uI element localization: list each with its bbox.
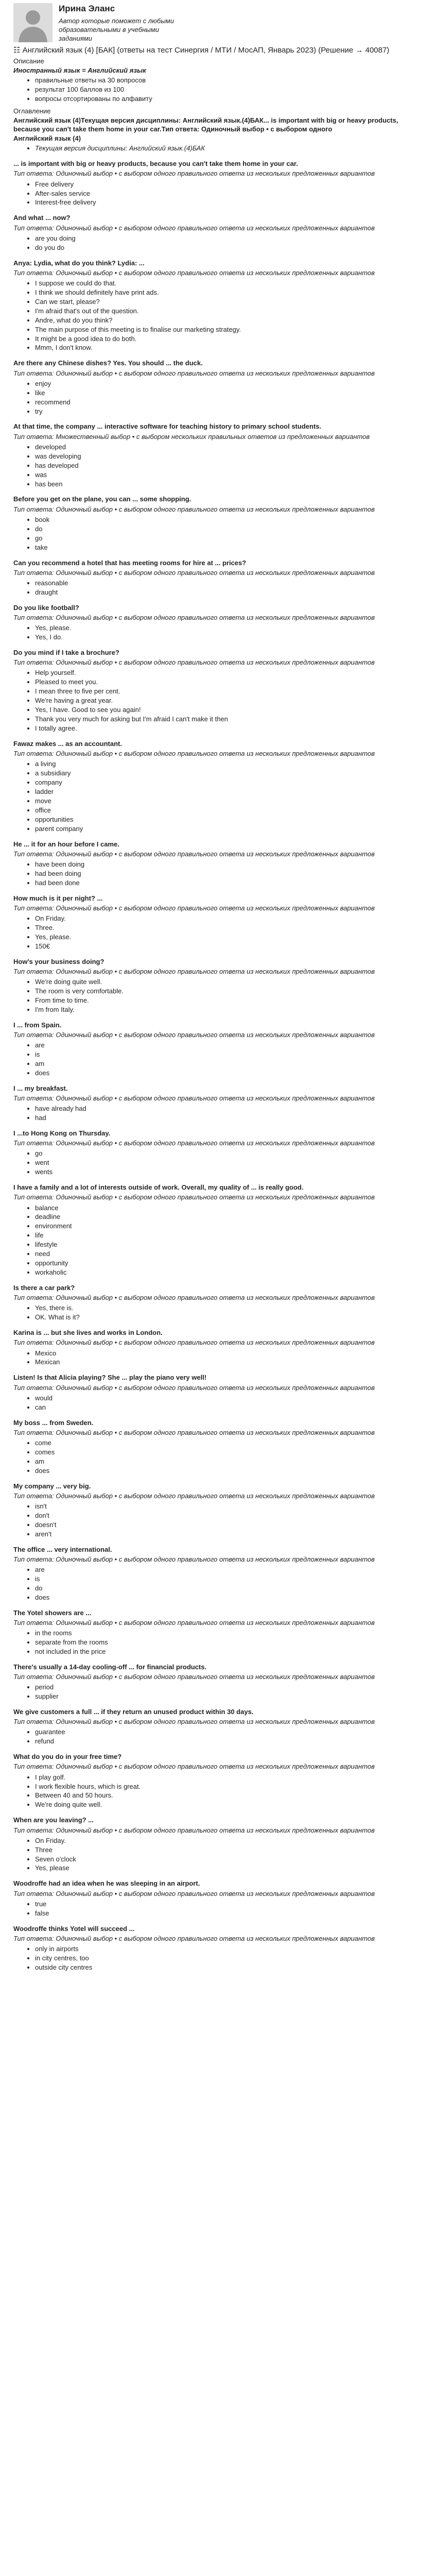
question-answer-type: Тип ответа: Одиночный выбор • с выбором одного правильного ответа из нескольких предложенных вариантов xyxy=(13,1139,375,1147)
question-option: • Yes, please. xyxy=(35,933,423,942)
question-option: • Yes, I do. xyxy=(35,633,423,642)
question-answer-type: Тип ответа: Одиночный выбор • с выбором одного правильного ответа из нескольких предложенных вариантов xyxy=(13,1718,375,1726)
question-options xyxy=(13,860,423,888)
question xyxy=(13,1283,423,1322)
question-answer-type: Тип ответа: Одиночный выбор • с выбором одного правильного ответа из нескольких предложенных вариантов xyxy=(13,505,375,513)
question-options xyxy=(13,1394,423,1412)
question-option: • Yes, please. xyxy=(35,623,423,633)
question-title: ... is important with big or heavy products, because you can't take them home in your car. xyxy=(13,160,298,168)
question-answer-type: Тип ответа: Одиночный выбор • с выбором одного правильного ответа из нескольких предложенных вариантов xyxy=(13,1031,375,1039)
question-answer-type: Тип ответа: Одиночный выбор • с выбором одного правильного ответа из нескольких предложенных вариантов xyxy=(13,369,375,377)
question-option: • opportunity xyxy=(35,1259,423,1268)
question-title: My boss ... from Sweden. xyxy=(13,1418,94,1427)
question-options xyxy=(13,234,423,252)
question-option: • environment xyxy=(35,1222,423,1231)
question-option: • ladder xyxy=(35,787,423,796)
question-option: • a living xyxy=(35,759,423,769)
question xyxy=(13,259,423,353)
question-title: He ... it for an hour before I came. xyxy=(13,840,119,848)
question-title: The Yotel showers are ... xyxy=(13,1608,92,1617)
question-options xyxy=(13,1836,423,1873)
question-title: Anya: Lydia, what do you think? Lydia: ... xyxy=(13,259,145,267)
question-title: Is there a car park? xyxy=(13,1284,75,1292)
question-option: • deadline xyxy=(35,1212,423,1222)
question-title: I ...to Hong Kong on Thursday. xyxy=(13,1129,111,1138)
question-options xyxy=(13,1773,423,1810)
question-options xyxy=(13,1565,423,1602)
question xyxy=(13,894,423,951)
question-option: • isn't xyxy=(35,1502,423,1511)
question xyxy=(13,1707,423,1746)
question-option: • The room is very comfortable. xyxy=(35,987,423,996)
question-answer-type: Тип ответа: Одиночный выбор • с выбором одного правильного ответа из нескольких предложенных вариантов xyxy=(13,1338,375,1347)
question-answer-type: Тип ответа: Одиночный выбор • с выбором одного правильного ответа из нескольких предложенных вариантов xyxy=(13,170,375,178)
question-options xyxy=(13,443,423,489)
question-options xyxy=(13,1944,423,1972)
question xyxy=(13,558,423,597)
question-option: • draught xyxy=(35,588,423,597)
question-option: • We're having a great year. xyxy=(35,696,423,705)
question-title: Do you like football? xyxy=(13,603,79,612)
question xyxy=(13,1328,423,1367)
question xyxy=(13,648,423,733)
question-answer-type: Тип ответа: Одиночный выбор • с выбором одного правильного ответа из нескольких предложенных вариантов xyxy=(13,1555,375,1563)
question xyxy=(13,213,423,252)
question-option: • Yes, please xyxy=(35,1863,423,1873)
question-option: • Andre, what do you think? xyxy=(35,316,423,325)
question-options xyxy=(13,1041,423,1078)
question xyxy=(13,1545,423,1602)
question-option: • would xyxy=(35,1394,423,1403)
question xyxy=(13,1752,423,1809)
question-option: • book xyxy=(35,515,423,524)
question-option: • office xyxy=(35,806,423,815)
question-title: How's your business doing? xyxy=(13,957,104,965)
question-options xyxy=(13,668,423,733)
question-options xyxy=(13,1629,423,1656)
question-option: • do xyxy=(35,524,423,534)
question-options xyxy=(13,579,423,597)
question-title: Woodroffe thinks Yotel will succeed ... xyxy=(13,1924,135,1933)
question-answer-type: Тип ответа: Одиночный выбор • с выбором одного правильного ответа из нескольких предложенных вариантов xyxy=(13,749,375,757)
question-option: • I think we should definitely have print ads. xyxy=(35,288,423,297)
question-options xyxy=(13,1349,423,1367)
question-options xyxy=(13,180,423,208)
question-options xyxy=(13,1727,423,1746)
question-option: • like xyxy=(35,388,423,398)
question-title: I ... from Spain. xyxy=(13,1021,62,1029)
question-option: • I mean three to five per cent. xyxy=(35,687,423,696)
question-option: • Pleased to meet you. xyxy=(35,677,423,687)
question-option: • wents xyxy=(35,1167,423,1177)
question-answer-type: Тип ответа: Одиночный выбор • с выбором одного правильного ответа из нескольких предложенных вариантов xyxy=(13,1383,375,1392)
question-option: • OK. What is it? xyxy=(35,1313,423,1322)
question-option: • has developed xyxy=(35,461,423,470)
question-answer-type: Тип ответа: Одиночный выбор • с выбором одного правильного ответа из нескольких предложенных вариантов xyxy=(13,1889,375,1897)
question-option: • Mmm, I don't know. xyxy=(35,343,423,352)
question-option: • I suppose we could do that. xyxy=(35,279,423,288)
question-option: • had been doing xyxy=(35,869,423,878)
question-option: • does xyxy=(35,1593,423,1602)
question-option: • From time to time. xyxy=(35,996,423,1005)
question-title: Fawaz makes ... as an accountant. xyxy=(13,739,122,748)
description-item: • правильные ответы на 30 вопросов xyxy=(35,76,423,85)
question-option: • was developing xyxy=(35,452,423,461)
question xyxy=(13,159,423,207)
question-answer-type: Тип ответа: Одиночный выбор • с выбором одного правильного ответа из нескольких предложенных вариантов xyxy=(13,904,375,912)
question-option: • Free delivery xyxy=(35,180,423,189)
question-option: • aren't xyxy=(35,1530,423,1539)
question-option: • I'm afraid that's out of the question. xyxy=(35,307,423,316)
question-options xyxy=(13,1502,423,1539)
description-item: • вопросы отсортированы по алфавиту xyxy=(35,94,423,104)
question-option: • Yes, I have. Good to see you again! xyxy=(35,705,423,715)
question-option: • On Friday. xyxy=(35,914,423,923)
question xyxy=(13,1608,423,1656)
question-option: • are you doing xyxy=(35,234,423,243)
question-option: • is xyxy=(35,1050,423,1059)
question-option: • come xyxy=(35,1438,423,1448)
question-option: • enjoy xyxy=(35,379,423,388)
question-options xyxy=(13,623,423,642)
question-option: • Seven o'clock xyxy=(35,1855,423,1864)
question-option: • have already had xyxy=(35,1104,423,1113)
question-answer-type: Тип ответа: Одиночный выбор • с выбором одного правильного ответа из нескольких предложенных вариантов xyxy=(13,967,375,975)
question-option: • a subsidiary xyxy=(35,769,423,778)
question-answer-type: Тип ответа: Одиночный выбор • с выбором одного правильного ответа из нескольких предложенных вариантов xyxy=(13,268,375,277)
question-title: What do you do in your free time? xyxy=(13,1753,122,1761)
question-title: There's usually a 14-day cooling-off ... for financial products. xyxy=(13,1663,207,1671)
question-option: • refund xyxy=(35,1737,423,1746)
course-heading: Английский язык (4) xyxy=(13,134,81,142)
question-option: • supplier xyxy=(35,1692,423,1701)
question-option: • don't xyxy=(35,1511,423,1520)
question-title: At that time, the company ... interactive software for teaching history to primary school students. xyxy=(13,422,322,431)
question xyxy=(13,1129,423,1177)
question-title: Can you recommend a hotel that has meeting rooms for hire at ... prices? xyxy=(13,558,247,567)
description-label: Описание xyxy=(13,57,44,65)
author-description: Автор которые поможет с любыми образовательными в учебными заданиями xyxy=(59,16,174,42)
question-options xyxy=(13,1149,423,1177)
question-answer-type: Тип ответа: Одиночный выбор • с выбором одного правильного ответа из нескольких предложенных вариантов xyxy=(13,1826,375,1834)
toc-text: Английский язык (4)Текущая версия дисциплины: Английский язык.(4)БАК... is important with big or heavy products, because you can't take them home in your car.Тип ответа: Одиночный выбор • с выбором одного xyxy=(13,116,398,133)
question-option: • do xyxy=(35,1584,423,1593)
question-options xyxy=(13,379,423,416)
question-options xyxy=(13,977,423,1014)
question-title: How much is it per night? ... xyxy=(13,894,103,902)
question-option: • take xyxy=(35,543,423,552)
question-option: • has been xyxy=(35,480,423,489)
question-title: Do you mind if I take a brochure? xyxy=(13,648,119,656)
question-option: • After-sales service xyxy=(35,189,423,198)
question-option: • guarantee xyxy=(35,1727,423,1737)
question-option: • go xyxy=(35,1149,423,1158)
question xyxy=(13,1924,423,1972)
question-option: • Three xyxy=(35,1845,423,1855)
question-option: • I play golf. xyxy=(35,1773,423,1782)
question xyxy=(13,1183,423,1277)
question-answer-type: Тип ответа: Одиночный выбор • с выбором одного правильного ответа из нескольких предложенных вариантов xyxy=(13,1618,375,1626)
question-option: • I totally agree. xyxy=(35,724,423,733)
question-option: • I'm from Italy. xyxy=(35,1005,423,1014)
question-title: Before you get on the plane, you can ... some shopping. xyxy=(13,495,191,503)
question-answer-type: Тип ответа: Множественный выбор • с выбором нескольких правильных ответов из предложенных вариантов xyxy=(13,432,370,440)
question-answer-type: Тип ответа: Одиночный выбор • с выбором одного правильного ответа из нескольких предложенных вариантов xyxy=(13,613,375,621)
question xyxy=(13,1418,423,1476)
avatar xyxy=(13,3,53,42)
question-title: I ... my breakfast. xyxy=(13,1084,68,1092)
question-option: • comes xyxy=(35,1448,423,1457)
question xyxy=(13,1373,423,1412)
question-option: • in city centres, too xyxy=(35,1954,423,1963)
toc-label: Оглавление xyxy=(13,107,51,115)
question-options xyxy=(13,1204,423,1278)
question-option: • Between 40 and 50 hours. xyxy=(35,1791,423,1800)
question-answer-type: Тип ответа: Одиночный выбор • с выбором одного правильного ответа из нескольких предложенных вариантов xyxy=(13,568,375,577)
question-option: • are xyxy=(35,1565,423,1574)
question-options xyxy=(13,914,423,951)
question-answer-type: Тип ответа: Одиночный выбор • с выбором одного правильного ответа из нескольких предложенных вариантов xyxy=(13,1094,375,1103)
question xyxy=(13,1663,423,1701)
description-item: • результат 100 баллов из 100 xyxy=(35,85,423,94)
question-option: • workaholic xyxy=(35,1268,423,1277)
question-answer-type: Тип ответа: Одиночный выбор • с выбором одного правильного ответа из нескольких предложенных вариантов xyxy=(13,1934,375,1942)
question xyxy=(13,359,423,416)
questions-list xyxy=(13,159,423,1972)
question-title: When are you leaving? ... xyxy=(13,1816,94,1824)
question xyxy=(13,1021,423,1078)
question-title: And what ... now? xyxy=(13,214,71,222)
question-option: • outside city centres xyxy=(35,1963,423,1972)
question-option: • Mexican xyxy=(35,1358,423,1367)
question xyxy=(13,1879,423,1918)
question-option: • was xyxy=(35,470,423,480)
question-option: • not included in the price xyxy=(35,1647,423,1656)
question xyxy=(13,603,423,642)
question-options xyxy=(13,759,423,834)
question xyxy=(13,840,423,888)
question-option: • go xyxy=(35,534,423,543)
person-icon xyxy=(13,3,53,42)
question-option: • developed xyxy=(35,443,423,452)
question-option: • are xyxy=(35,1041,423,1050)
question-option: • lifestyle xyxy=(35,1240,423,1249)
question-options xyxy=(13,279,423,353)
question-option: • Thank you very much for asking but I'm afraid I can't make it then xyxy=(35,715,423,724)
question xyxy=(13,422,423,488)
question-title: Woodroffe had an idea when he was sleeping in an airport. xyxy=(13,1879,200,1888)
description-heading: Иностранный язык = Английский язык xyxy=(13,66,146,74)
author-block xyxy=(13,0,423,44)
question-option: • Yes, there is. xyxy=(35,1303,423,1313)
question-option: • move xyxy=(35,796,423,806)
question-title: Listen! Is that Alicia playing? She ... play the piano very well! xyxy=(13,1374,207,1382)
author-info xyxy=(59,3,193,43)
question-answer-type: Тип ответа: Одиночный выбор • с выбором одного правильного ответа из нескольких предложенных вариантов xyxy=(13,1193,375,1201)
question-option: • Help yourself. xyxy=(35,668,423,677)
question xyxy=(13,1084,423,1123)
question-answer-type: Тип ответа: Одиночный выбор • с выбором одного правильного ответа из нескольких предложенных вариантов xyxy=(13,1673,375,1681)
question-option: • is xyxy=(35,1574,423,1584)
question-option: • separate from the rooms xyxy=(35,1638,423,1647)
question-answer-type: Тип ответа: Одиночный выбор • с выбором одного правильного ответа из нескольких предложенных вариантов xyxy=(13,1428,375,1436)
question-option: • only in airports xyxy=(35,1944,423,1954)
course-item: • Текущая версия дисциплины: Английский язык.(4)БАК xyxy=(35,144,423,153)
question-options xyxy=(13,1438,423,1476)
question-answer-type: Тип ответа: Одиночный выбор • с выбором одного правильного ответа из нескольких предложенных вариантов xyxy=(13,658,375,667)
description-list xyxy=(13,76,423,104)
question-answer-type: Тип ответа: Одиночный выбор • с выбором одного правильного ответа из нескольких предложенных вариантов xyxy=(13,1294,375,1302)
question-answer-type: Тип ответа: Одиночный выбор • с выбором одного правильного ответа из нескольких предложенных вариантов xyxy=(13,1492,375,1500)
question xyxy=(13,957,423,1014)
question-option: • Can we start, please? xyxy=(35,297,423,307)
question-options xyxy=(13,1683,423,1701)
question-option: • can xyxy=(35,1403,423,1412)
question-options xyxy=(13,1303,423,1322)
question-option: • true xyxy=(35,1900,423,1909)
question-options xyxy=(13,1104,423,1123)
question-title: I have a family and a lot of interests outside of work. Overall, my quality of ... is really good. xyxy=(13,1183,304,1192)
question-option: • am xyxy=(35,1059,423,1069)
question-option: • doesn't xyxy=(35,1520,423,1530)
question-options xyxy=(13,1900,423,1918)
question-option: • had xyxy=(35,1113,423,1123)
question-option: • period xyxy=(35,1683,423,1692)
question-title: Are there any Chinese dishes? Yes. You should ... the duck. xyxy=(13,359,203,367)
question-answer-type: Тип ответа: Одиночный выбор • с выбором одного правильного ответа из нескольких предложенных вариантов xyxy=(13,224,375,232)
question-option: • company xyxy=(35,778,423,787)
question-title: Karina is ... but she lives and works in London. xyxy=(13,1329,163,1337)
question-title: My company ... very big. xyxy=(13,1482,91,1490)
question-option: • in the rooms xyxy=(35,1629,423,1638)
question xyxy=(13,1816,423,1873)
question-option: • Interest-free delivery xyxy=(35,198,423,207)
question-option: • had been done xyxy=(35,878,423,888)
course-list xyxy=(13,144,423,153)
question-option: • On Friday. xyxy=(35,1836,423,1845)
question-option: • balance xyxy=(35,1204,423,1213)
question-option: • false xyxy=(35,1909,423,1918)
question-answer-type: Тип ответа: Одиночный выбор • с выбором одного правильного ответа из нескольких предложенных вариантов xyxy=(13,1762,375,1771)
question-option: • 150€ xyxy=(35,942,423,951)
question-answer-type: Тип ответа: Одиночный выбор • с выбором одного правильного ответа из нескольких предложенных вариантов xyxy=(13,850,375,858)
question-option: • reasonable xyxy=(35,579,423,588)
question-option: • The main purpose of this meeting is to finalise our marketing strategy. xyxy=(35,325,423,334)
question-option: • We're doing quite well. xyxy=(35,977,423,987)
question-title: We give customers a full ... if they return an unused product within 30 days. xyxy=(13,1708,254,1716)
question-option: • do you do xyxy=(35,243,423,252)
author-name[interactable]: Ирина Эланс xyxy=(59,4,115,13)
question-option: • Three. xyxy=(35,923,423,933)
question-option: • opportunities xyxy=(35,815,423,824)
question xyxy=(13,1482,423,1539)
question-option: • have been doing xyxy=(35,860,423,869)
document-title: ☷ Английский язык (4) [БАК] (ответы на тест Синергия / МТИ / МосАП, Январь 2023) (Решение → 40087) xyxy=(13,46,390,55)
question-option: • need xyxy=(35,1249,423,1259)
question xyxy=(13,739,423,834)
question-option: • recommend xyxy=(35,398,423,407)
question-option: • I work flexible hours, which is great. xyxy=(35,1782,423,1791)
question-option: • am xyxy=(35,1457,423,1466)
question-title: The office ... very international. xyxy=(13,1545,112,1553)
question-option: • does xyxy=(35,1466,423,1476)
question-option: • does xyxy=(35,1069,423,1078)
question-options xyxy=(13,515,423,552)
question xyxy=(13,495,423,552)
question-option: • went xyxy=(35,1158,423,1167)
question-option: • try xyxy=(35,407,423,416)
question-option: • It might be a good idea to do both. xyxy=(35,334,423,344)
question-option: • We're doing quite well. xyxy=(35,1800,423,1809)
question-option: • parent company xyxy=(35,824,423,834)
question-option: • life xyxy=(35,1231,423,1240)
question-option: • Mexico xyxy=(35,1349,423,1358)
